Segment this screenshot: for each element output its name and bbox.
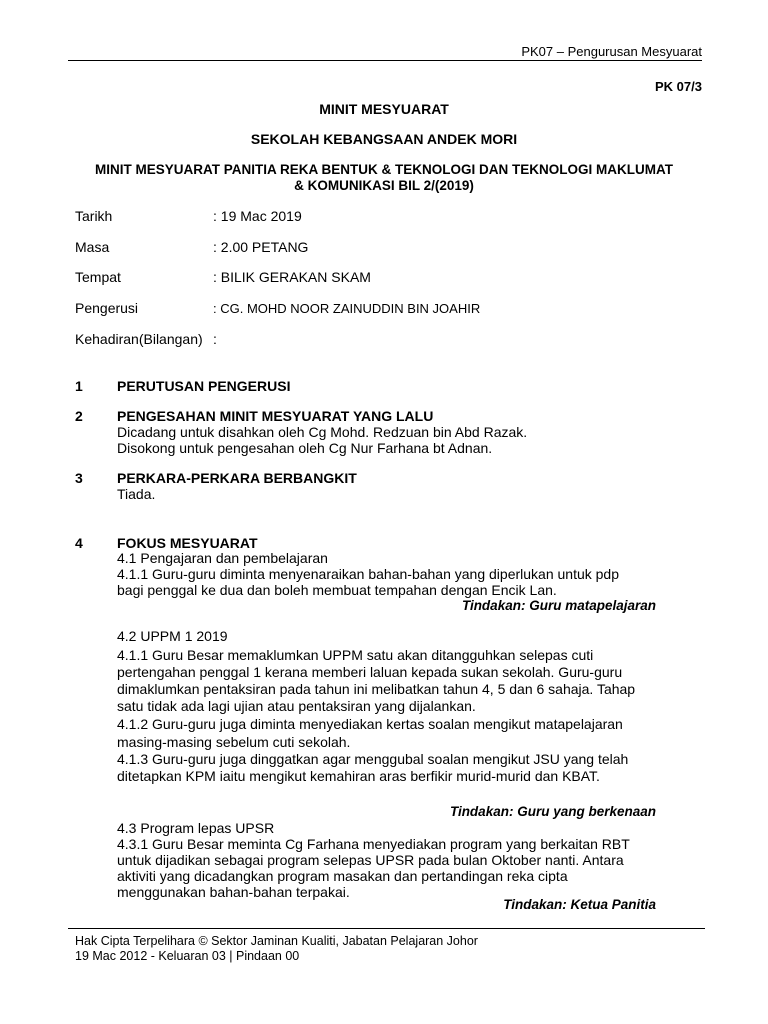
meeting-title-line1: MINIT MESYUARAT PANITIA REKA BENTUK & TEKNOLOGI DAN TEKNOLOGI MAKLUMAT	[95, 162, 673, 177]
section-4-2-line1: 4.1.1 Guru Besar memaklumkan UPPM satu akan ditangguhkan selepas cuti	[117, 647, 594, 663]
footer-issue: 19 Mac 2012 - Keluaran 03 | Pindaan 00	[75, 949, 300, 963]
meta-value-chair: : CG. MOHD NOOR ZAINUDDIN BIN JOAHIR	[213, 301, 481, 316]
school-name: SEKOLAH KEBANGSAAN ANDEK MORI	[250, 131, 518, 147]
section-4-1-heading: 4.1 Pengajaran dan pembelajaran	[117, 550, 328, 566]
section-4-3-line1: 4.3.1 Guru Besar meminta Cg Farhana menyediakan program yang berkaitan RBT	[117, 836, 630, 852]
section-4-2-line4: satu tidak ada lagi ujian atau pentaksiran yang dijalankan.	[117, 698, 476, 714]
meta-label-attendance: Kehadiran(Bilangan)	[75, 331, 203, 347]
footer-divider	[68, 928, 705, 929]
section-4-1-line1: 4.1.1 Guru-guru diminta menyenaraikan bahan-bahan yang diperlukan untuk pdp	[117, 566, 620, 582]
header-divider	[68, 60, 702, 61]
meta-label-time: Masa	[75, 239, 110, 255]
section-4-3-action: Tindakan: Ketua Panitia	[503, 897, 656, 912]
meeting-title-line2: & KOMUNIKASI BIL 2/(2019)	[294, 178, 474, 193]
section-2-number: 2	[75, 408, 83, 424]
meta-label-chair: Pengerusi	[75, 300, 139, 316]
section-2-line1: Dicadang untuk disahkan oleh Cg Mohd. Redzuan bin Abd Razak.	[117, 424, 528, 440]
section-4-2-line2: pertengahan penggal 1 kerana memberi laluan kepada sukan sekolah. Guru-guru	[117, 664, 623, 680]
section-4-number: 4	[75, 535, 83, 551]
section-4-3-heading: 4.3 Program lepas UPSR	[117, 820, 275, 836]
section-4-3-line3: aktiviti yang dicadangkan program masakan dan pertandingan reka cipta	[117, 868, 568, 884]
meta-value-attendance: :	[213, 331, 217, 347]
footer-copyright: Hak Cipta Terpelihara © Sektor Jaminan Kualiti, Jabatan Pelajaran Johor	[75, 934, 478, 948]
meta-value-place: : BILIK GERAKAN SKAM	[213, 269, 371, 285]
minutes-title: MINIT MESYUARAT	[319, 101, 449, 117]
section-3-line1: Tiada.	[117, 486, 156, 502]
section-4-1-action: Tindakan: Guru matapelajaran	[461, 598, 656, 613]
section-4-3-line4: menggunakan bahan-bahan terpakai.	[117, 884, 350, 900]
section-1-title: PERUTUSAN PENGERUSI	[117, 378, 291, 394]
form-code: PK 07/3	[655, 79, 702, 94]
document-reference: PK07 – Pengurusan Mesyuarat	[521, 44, 702, 59]
meta-label-place: Tempat	[75, 269, 121, 285]
section-2-title: PENGESAHAN MINIT MESYUARAT YANG LALU	[117, 408, 434, 424]
meta-label-date: Tarikh	[75, 208, 113, 224]
section-4-2-line7: 4.1.3 Guru-guru juga dinggatkan agar menggubal soalan mengikut JSU yang telah	[117, 751, 629, 767]
section-4-1-line2: bagi penggal ke dua dan boleh membuat tempahan dengan Encik Lan.	[117, 582, 557, 598]
section-1-number: 1	[75, 378, 83, 394]
section-4-2-action: Tindakan: Guru yang berkenaan	[449, 804, 656, 819]
section-4-2-line5: 4.1.2 Guru-guru juga diminta menyediakan kertas soalan mengikut matapelajaran	[117, 716, 623, 732]
section-4-3-line2: untuk dijadikan sebagai program selepas UPSR pada bulan Oktober nanti. Antara	[117, 852, 624, 868]
section-4-2-line6: masing-masing sebelum cuti sekolah.	[117, 734, 351, 750]
section-4-2-heading: 4.2 UPPM 1 2019	[117, 628, 228, 644]
meta-value-time: : 2.00 PETANG	[213, 239, 309, 255]
meta-value-date: : 19 Mac 2019	[213, 208, 302, 224]
section-2-line2: Disokong untuk pengesahan oleh Cg Nur Farhana bt Adnan.	[117, 440, 493, 456]
section-4-2-line8: ditetapkan KPM iaitu mengikut kemahiran aras berfikir murid-murid dan KBAT.	[117, 768, 600, 784]
section-3-title: PERKARA-PERKARA BERBANGKIT	[117, 470, 357, 486]
section-4-title: FOKUS MESYUARAT	[117, 535, 258, 551]
section-3-number: 3	[75, 470, 83, 486]
section-4-2-line3: dimaklumkan pentaksiran pada tahun ini melibatkan tahun 4, 5 dan 6 sahaja. Tahap	[117, 681, 636, 697]
